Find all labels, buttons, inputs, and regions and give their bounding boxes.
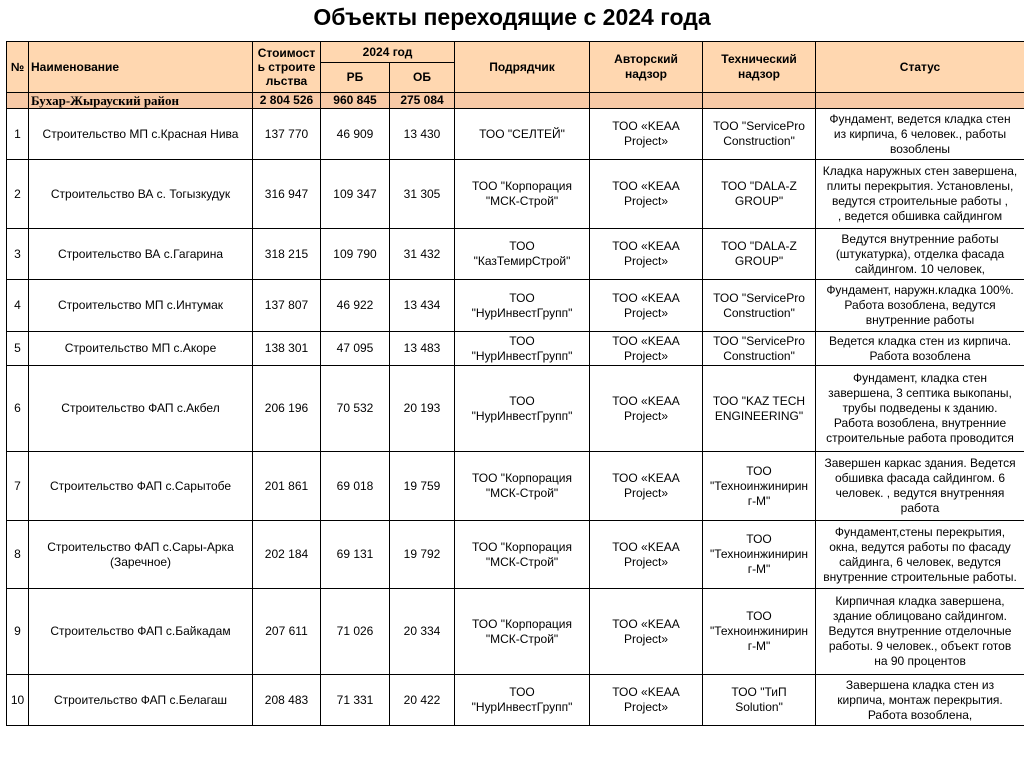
cost-value-text: 137 770 xyxy=(264,126,309,141)
rb-value xyxy=(321,332,390,366)
tech-supervision-text: ТОО "ТиП Solution" xyxy=(731,685,787,714)
cost-value xyxy=(253,589,321,675)
table-row xyxy=(7,332,1024,366)
status-text xyxy=(816,366,1024,452)
row-num-text: 6 xyxy=(14,401,21,415)
contractor-text: ТОО "Корпорация "МСК-Строй" xyxy=(472,471,572,500)
ob-value xyxy=(390,366,455,452)
object-name xyxy=(29,521,253,589)
tech-supervision xyxy=(703,332,816,366)
object-name xyxy=(29,109,253,160)
contractor-text: ТОО "НурИнвестГрупп" xyxy=(471,685,573,714)
page-title: Объекты переходящие с 2024 года xyxy=(313,4,711,30)
author-supervision-text: ТОО «KEAA Project» xyxy=(612,616,680,646)
object-name-text: Строительство ФАП с.Сарытобе xyxy=(49,478,232,493)
contractor-text: ТОО "Корпорация "МСК-Строй" xyxy=(472,179,572,208)
ob-value xyxy=(390,589,455,675)
cost-value xyxy=(253,521,321,589)
author-supervision-text: ТОО «KEAA Project» xyxy=(612,239,680,268)
contractor xyxy=(455,589,590,675)
author-supervision xyxy=(590,452,703,521)
object-name-text: Строительство МП с.Интумак xyxy=(57,298,224,312)
author-supervision xyxy=(590,521,703,589)
ob-value xyxy=(390,332,455,366)
object-name-text: Строительство МП с.Красная Нива xyxy=(42,126,239,141)
object-name-text: Строительство ВА с. Тогызкудук xyxy=(50,186,231,201)
contractor-text: ТОО "Корпорация "МСК-Строй" xyxy=(472,616,572,646)
table-row xyxy=(7,366,1024,452)
header-ob: ОБ xyxy=(390,63,455,93)
tech-supervision xyxy=(703,452,816,521)
header-author-supervision: Авторский надзор xyxy=(590,42,703,93)
header-tech-supervision: Технический надзор xyxy=(703,42,816,93)
row-num xyxy=(7,366,29,452)
status-text-text: Кирпичная кладка завершена, здание облицовано сайдингом. Ведутся внутренние отделочные работы. 9 человек., объект готов на 90 процентов xyxy=(828,594,1012,668)
cost-value xyxy=(253,675,321,726)
rb-value-text: 69 018 xyxy=(336,478,374,493)
cost-value xyxy=(253,280,321,332)
cost-value xyxy=(253,229,321,280)
tech-supervision xyxy=(703,589,816,675)
region-num xyxy=(7,93,29,109)
table-row xyxy=(7,229,1024,280)
status-text-text: Ведется кладка стен из кирпича. Работа возоблена xyxy=(828,333,1012,363)
object-name xyxy=(29,332,253,366)
tech-supervision-text: ТОО "Техноинжинирин г-М" xyxy=(710,609,809,653)
contractor-text: ТОО "НурИнвестГрупп" xyxy=(471,290,573,320)
rb-value-text: 109 347 xyxy=(333,186,377,201)
contractor xyxy=(455,109,590,160)
status-text-text: Фундамент,стены перекрытия, окна, ведутся работы по фасаду сайдинга, 6 человек, ведутся внутренние строительные работы. xyxy=(823,524,1017,584)
author-supervision xyxy=(590,675,703,726)
row-num xyxy=(7,160,29,229)
status-text xyxy=(816,280,1024,332)
table-row xyxy=(7,675,1024,726)
ob-value-text: 19 792 xyxy=(403,547,441,561)
cost-value xyxy=(253,366,321,452)
tech-supervision-text: ТОО "KAZ TECH ENGINEERING" xyxy=(712,393,806,423)
tech-supervision-text: ТОО "DALA-Z GROUP" xyxy=(721,239,797,268)
region-row xyxy=(7,93,1024,109)
author-supervision-text: ТОО «KEAA Project» xyxy=(612,685,680,714)
object-name-text: Строительство ФАП с.Белагаш xyxy=(53,692,228,707)
contractor-text: ТОО "СЕЛТЕЙ" xyxy=(479,126,565,141)
row-num xyxy=(7,452,29,521)
cost-value xyxy=(253,160,321,229)
author-supervision-text: ТОО «KEAA Project» xyxy=(612,119,680,148)
contractor-text: ТОО "Корпорация "МСК-Строй" xyxy=(472,539,572,569)
header-year: 2024 год xyxy=(321,42,455,63)
header-cost-text: Стоимость строительства xyxy=(257,46,316,88)
rb-value xyxy=(321,521,390,589)
region-status xyxy=(816,93,1024,109)
region-author xyxy=(590,93,703,109)
object-name-text: Строительство ФАП с.Акбел xyxy=(61,401,220,415)
object-name-text: Строительство ФАП с.Сары-Арка (Заречное) xyxy=(47,539,234,569)
cost-value xyxy=(253,452,321,521)
rb-value xyxy=(321,675,390,726)
status-text-text: Фундамент, ведется кладка стен из кирпича, 6 человек., работы возоблены xyxy=(829,111,1011,156)
ob-value xyxy=(390,280,455,332)
row-num-text: 8 xyxy=(14,547,21,561)
tech-supervision xyxy=(703,160,816,229)
object-name xyxy=(29,452,253,521)
region-cost: 2 804 526 xyxy=(253,93,321,109)
cost-value-text: 202 184 xyxy=(264,547,309,561)
object-name xyxy=(29,229,253,280)
table-row xyxy=(7,589,1024,675)
contractor xyxy=(455,366,590,452)
table-row xyxy=(7,452,1024,521)
ob-value-text: 20 422 xyxy=(403,692,441,707)
cost-value-text: 137 807 xyxy=(264,298,309,312)
rb-value xyxy=(321,589,390,675)
cost-value xyxy=(253,109,321,160)
region-ob: 275 084 xyxy=(390,93,455,109)
row-num xyxy=(7,280,29,332)
contractor xyxy=(455,280,590,332)
author-supervision-text: ТОО «KEAA Project» xyxy=(612,539,680,569)
header-rb: РБ xyxy=(321,63,390,93)
status-text xyxy=(816,332,1024,366)
ob-value xyxy=(390,452,455,521)
tech-supervision-text: ТОО "ServicePro Construction" xyxy=(713,290,805,320)
author-supervision xyxy=(590,589,703,675)
ob-value xyxy=(390,109,455,160)
ob-value-text: 31 432 xyxy=(403,246,441,261)
tech-supervision xyxy=(703,109,816,160)
rb-value xyxy=(321,229,390,280)
status-text xyxy=(816,229,1024,280)
rb-value-text: 47 095 xyxy=(336,341,374,355)
status-text xyxy=(816,589,1024,675)
author-supervision-text: ТОО «KEAA Project» xyxy=(612,471,680,500)
rb-value xyxy=(321,366,390,452)
rb-value xyxy=(321,452,390,521)
rb-value-text: 70 532 xyxy=(336,401,374,415)
rb-value xyxy=(321,280,390,332)
ob-value-text: 19 759 xyxy=(403,478,441,493)
row-num xyxy=(7,332,29,366)
header-cost xyxy=(253,42,321,93)
rb-value-text: 71 331 xyxy=(336,692,374,707)
row-num-text: 2 xyxy=(14,186,21,201)
author-supervision-text: ТОО «KEAA Project» xyxy=(612,333,680,363)
ob-value-text: 20 193 xyxy=(403,401,441,415)
cost-value-text: 138 301 xyxy=(264,341,309,355)
tech-supervision xyxy=(703,229,816,280)
row-num-text: 9 xyxy=(14,624,21,638)
tech-supervision xyxy=(703,366,816,452)
row-num-text: 1 xyxy=(14,126,21,141)
object-name-text: Строительство ФАП с.Байкадам xyxy=(50,624,231,638)
rb-value-text: 46 909 xyxy=(336,126,374,141)
rb-value-text: 71 026 xyxy=(336,624,374,638)
ob-value-text: 13 430 xyxy=(403,126,441,141)
row-num-text: 10 xyxy=(10,692,25,707)
author-supervision xyxy=(590,280,703,332)
row-num-text: 4 xyxy=(14,298,21,312)
status-text-text: Фундамент, кладка стен завершена, 3 септика выкопаны, трубы подведены к зданию. Работа возоблена, внутренние строительные работа проводится xyxy=(826,371,1014,445)
status-text xyxy=(816,521,1024,589)
status-text-text: Фундамент, наружн.кладка 100%. Работа возоблена, ведутся внутренние работы xyxy=(826,283,1014,327)
tech-supervision xyxy=(703,521,816,589)
tech-supervision-text: ТОО "Техноинжинирин г-М" xyxy=(710,463,809,508)
contractor xyxy=(455,332,590,366)
object-name-text: Строительство МП с.Акоре xyxy=(64,341,217,355)
author-supervision xyxy=(590,109,703,160)
status-text-text: Завершен каркас здания. Ведется обшивка фасада сайдингом. 6 человек. , ведутся внутренняя работа xyxy=(824,456,1016,515)
author-supervision xyxy=(590,229,703,280)
table-row xyxy=(7,521,1024,589)
rb-value xyxy=(321,109,390,160)
row-num xyxy=(7,675,29,726)
region-tech xyxy=(703,93,816,109)
tech-supervision-text: ТОО "DALA-Z GROUP" xyxy=(721,179,797,208)
rb-value-text: 69 131 xyxy=(336,547,374,561)
header-status: Статус xyxy=(816,42,1024,93)
tech-supervision xyxy=(703,280,816,332)
row-num-text: 3 xyxy=(14,246,21,261)
author-supervision-text: ТОО «KEAA Project» xyxy=(612,393,680,423)
header-num: № xyxy=(7,42,29,93)
region-name: Бухар-Жырауский район xyxy=(29,93,253,109)
ob-value-text: 20 334 xyxy=(403,624,441,638)
status-text-text: Ведутся внутренние работы (штукатурка), отделка фасада сайдингом. 10 человек, xyxy=(835,231,1005,276)
object-name xyxy=(29,160,253,229)
header-name: Наименование xyxy=(29,42,253,93)
objects-table xyxy=(6,41,1024,726)
author-supervision-text: ТОО «KEAA Project» xyxy=(612,290,680,320)
status-text xyxy=(816,675,1024,726)
status-text-text: Кладка наружных стен завершена, плиты перекрытия. Установлены, ведутся строительные работы , , ведется обшивка сайдингом xyxy=(822,164,1018,223)
cost-value-text: 207 611 xyxy=(265,624,308,638)
header-row xyxy=(7,42,1024,63)
contractor xyxy=(455,675,590,726)
contractor xyxy=(455,229,590,280)
object-name-text: Строительство ВА с.Гагарина xyxy=(57,246,224,261)
tech-supervision-text: ТОО "Техноинжинирин г-М" xyxy=(710,532,809,576)
cost-value-text: 208 483 xyxy=(264,692,309,707)
rb-value-text: 109 790 xyxy=(333,246,377,261)
author-supervision xyxy=(590,160,703,229)
table-row xyxy=(7,280,1024,332)
ob-value-text: 13 434 xyxy=(403,298,441,312)
row-num xyxy=(7,229,29,280)
object-name xyxy=(29,589,253,675)
tech-supervision xyxy=(703,675,816,726)
row-num-text: 5 xyxy=(14,341,21,355)
region-rb: 960 845 xyxy=(321,93,390,109)
row-num xyxy=(7,521,29,589)
table-row xyxy=(7,109,1024,160)
rb-value xyxy=(321,160,390,229)
status-text xyxy=(816,160,1024,229)
object-name xyxy=(29,280,253,332)
author-supervision xyxy=(590,332,703,366)
ob-value xyxy=(390,229,455,280)
tech-supervision-text: ТОО "ServicePro Construction" xyxy=(713,119,805,148)
status-text-text: Завершена кладка стен из кирпича, монтаж перекрытия. Работа возоблена, xyxy=(837,677,1003,722)
ob-value xyxy=(390,160,455,229)
header-contractor: Подрядчик xyxy=(455,42,590,93)
ob-value-text: 31 305 xyxy=(403,186,441,201)
region-contractor xyxy=(455,93,590,109)
contractor xyxy=(455,160,590,229)
cost-value-text: 206 196 xyxy=(264,401,309,415)
tech-supervision-text: ТОО "ServicePro Construction" xyxy=(713,333,805,363)
status-text xyxy=(816,109,1024,160)
row-num xyxy=(7,109,29,160)
cost-value-text: 201 861 xyxy=(264,478,309,493)
author-supervision xyxy=(590,366,703,452)
cost-value-text: 316 947 xyxy=(264,186,309,201)
contractor-text: ТОО "НурИнвестГрупп" xyxy=(471,393,573,423)
cost-value xyxy=(253,332,321,366)
ob-value-text: 13 483 xyxy=(403,341,441,355)
author-supervision-text: ТОО «KEAA Project» xyxy=(612,179,680,208)
contractor xyxy=(455,521,590,589)
status-text xyxy=(816,452,1024,521)
contractor xyxy=(455,452,590,521)
row-num xyxy=(7,589,29,675)
object-name xyxy=(29,675,253,726)
contractor-text: ТОО "КазТемирСтрой" xyxy=(473,239,571,268)
ob-value xyxy=(390,521,455,589)
cost-value-text: 318 215 xyxy=(264,246,309,261)
ob-value xyxy=(390,675,455,726)
table-row xyxy=(7,160,1024,229)
contractor-text: ТОО "НурИнвестГрупп" xyxy=(471,333,573,363)
row-num-text: 7 xyxy=(14,478,21,493)
rb-value-text: 46 922 xyxy=(336,298,374,312)
object-name xyxy=(29,366,253,452)
